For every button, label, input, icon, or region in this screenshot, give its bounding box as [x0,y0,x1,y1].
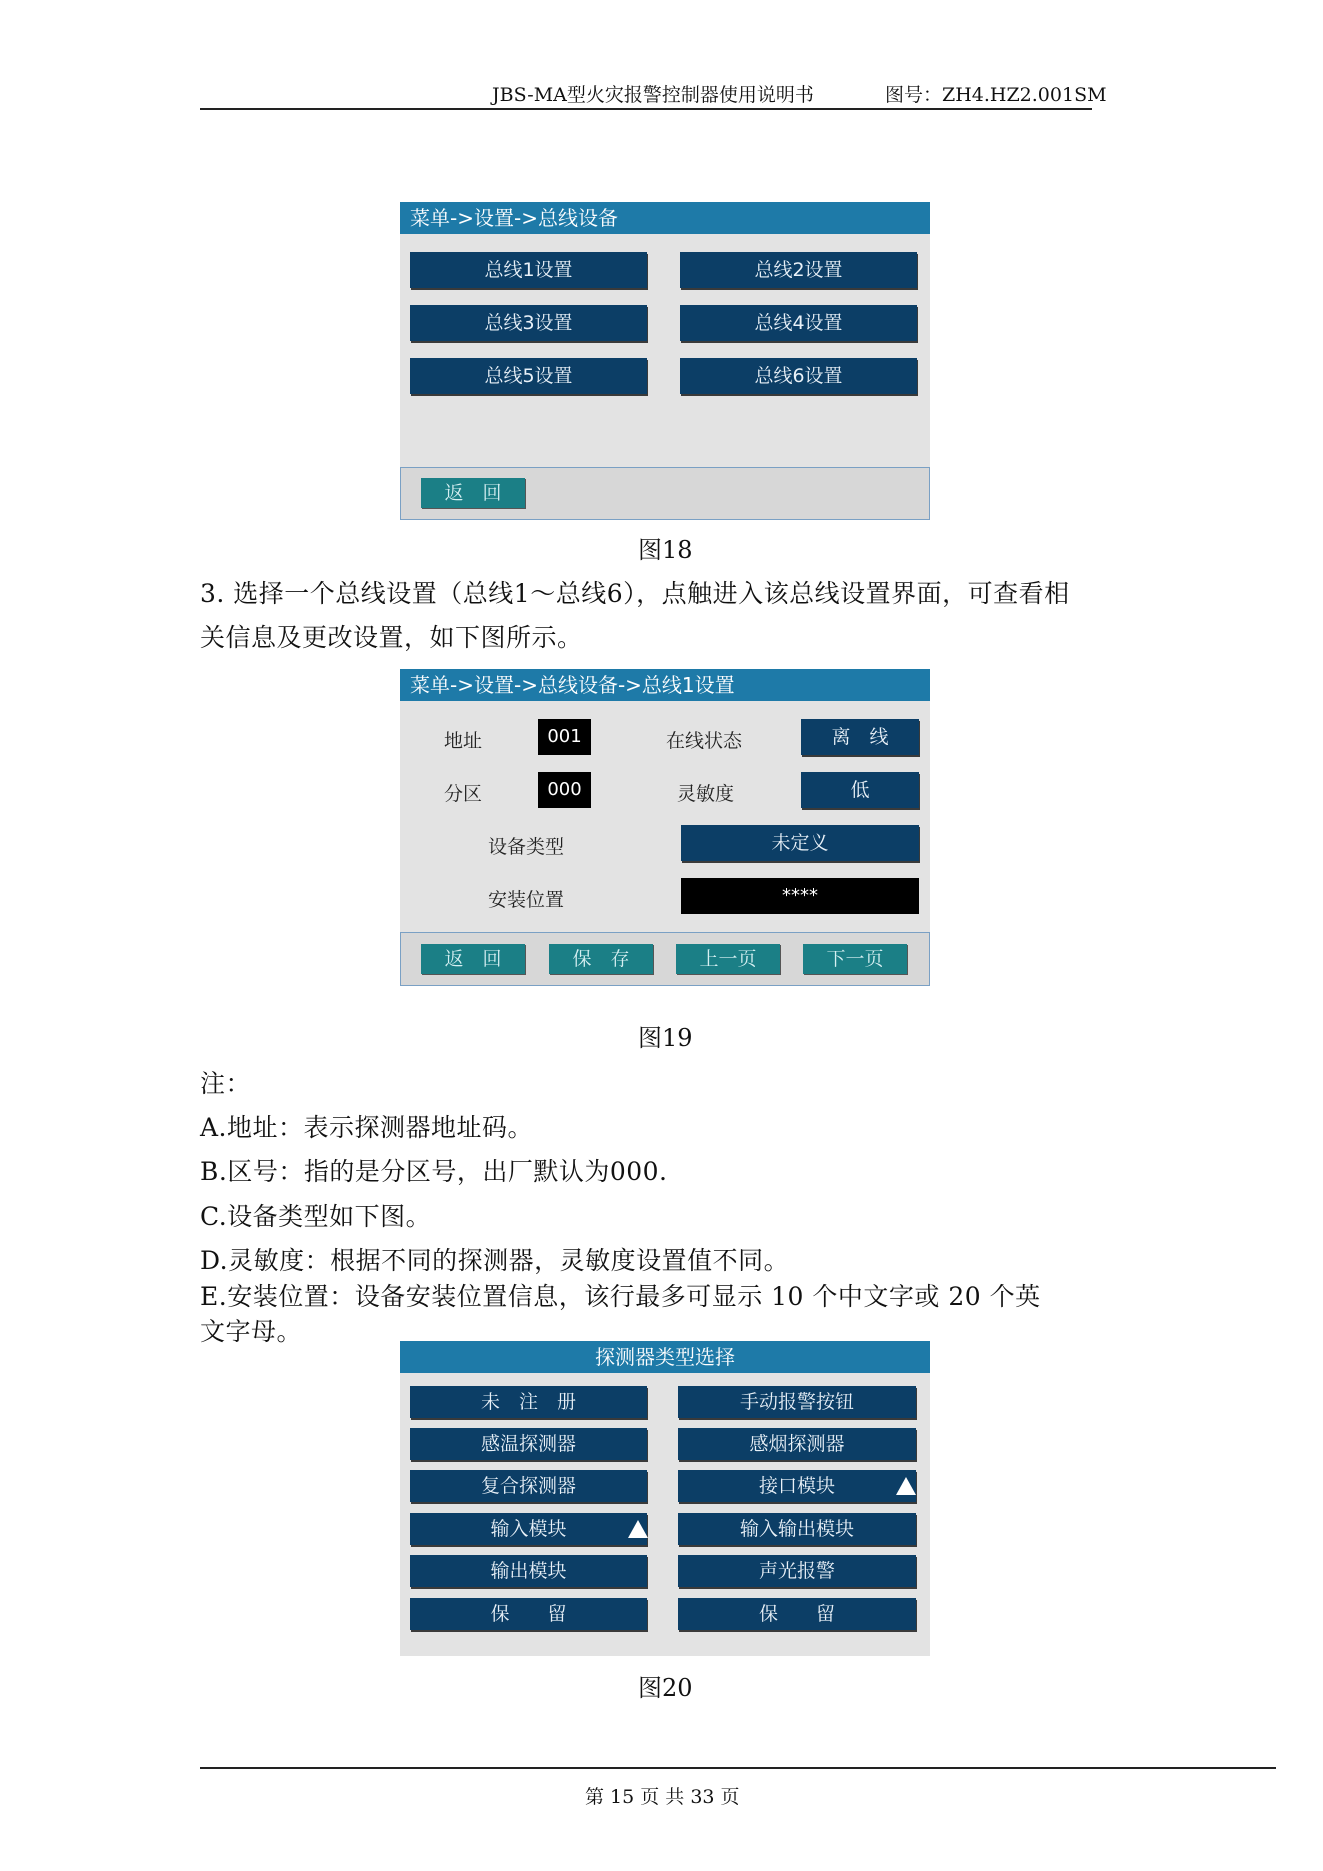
note-d: D.灵敏度：根据不同的探测器，灵敏度设置值不同。 [200,1246,790,1275]
bus3-settings-button[interactable]: 总线3设置 [410,305,647,341]
zone-label: 分区 [444,783,483,805]
address-field[interactable]: 001 [538,719,591,755]
bus4-settings-button[interactable]: 总线4设置 [680,305,917,341]
doc-title: JBS-MA型火灾报警控制器使用说明书 [492,84,814,106]
fig18-bottom-bar [400,467,930,520]
heat-detector-button[interactable]: 感温探测器 [410,1428,647,1460]
location-field[interactable]: **** [681,878,919,914]
bus1-settings-button[interactable]: 总线1设置 [410,252,647,288]
note-c: C.设备类型如下图。 [200,1202,432,1231]
sensitivity-label: 灵敏度 [677,783,735,805]
note-a: A.地址：表示探测器地址码。 [200,1113,534,1142]
notes-heading: 注： [200,1069,252,1098]
page-number: 第 15 页 共 33 页 [585,1786,740,1808]
header-divider [200,108,1092,110]
reserved-button-2[interactable]: 保 留 [678,1598,916,1630]
unregistered-button[interactable]: 未 注 册 [410,1386,647,1418]
device-type-label: 设备类型 [488,836,565,858]
back-button[interactable]: 返 回 [421,478,525,508]
sensitivity-value[interactable]: 低 [801,772,919,808]
bus5-settings-button[interactable]: 总线5设置 [410,358,647,394]
fig18-title: 菜单->设置->总线设备 [400,202,930,234]
interface-module-up-icon[interactable] [896,1477,916,1495]
instruction-line-1: 3. 选择一个总线设置（总线1～总线6），点触进入该总线设置界面，可查看相 [200,579,1070,608]
device-type-value[interactable]: 未定义 [681,825,919,861]
footer-divider [200,1767,1276,1769]
note-e-line-2: 文字母。 [200,1317,303,1346]
reserved-button-1[interactable]: 保 留 [410,1598,647,1630]
input-module-up-icon[interactable] [628,1520,648,1538]
instruction-line-2: 关信息及更改设置，如下图所示。 [200,623,583,652]
fig20-title: 探测器类型选择 [400,1341,930,1373]
fig20-panel [400,1341,930,1656]
zone-field[interactable]: 000 [538,772,591,808]
interface-module-button[interactable]: 接口模块 [678,1470,916,1502]
bus6-settings-button[interactable]: 总线6设置 [680,358,917,394]
manual-alarm-button[interactable]: 手动报警按钮 [678,1386,916,1418]
location-label: 安装位置 [488,889,565,911]
fig19-bottom-bar [400,932,930,986]
fig18-caption: 图18 [638,536,693,564]
output-module-button[interactable]: 输出模块 [410,1555,647,1587]
bus2-settings-button[interactable]: 总线2设置 [680,252,917,288]
save-button[interactable]: 保 存 [549,944,653,974]
io-module-button[interactable]: 输入输出模块 [678,1513,916,1545]
next-page-button[interactable]: 下一页 [803,944,907,974]
input-module-button[interactable]: 输入模块 [410,1513,647,1545]
online-status-label: 在线状态 [666,730,743,752]
doc-code: 图号：ZH4.HZ2.001SM [885,84,1107,106]
note-e-line-1: E.安装位置：设备安装位置信息，该行最多可显示 10 个中文字或 20 个英 [200,1282,1041,1311]
composite-detector-button[interactable]: 复合探测器 [410,1470,647,1502]
sound-light-alarm-button[interactable]: 声光报警 [678,1555,916,1587]
fig18-panel [400,202,930,520]
note-b: B.区号：指的是分区号，出厂默认为000. [200,1157,668,1186]
fig19-caption: 图19 [638,1024,693,1052]
online-status-value[interactable]: 离 线 [801,719,919,755]
smoke-detector-button[interactable]: 感烟探测器 [678,1428,916,1460]
prev-page-button[interactable]: 上一页 [676,944,780,974]
fig20-caption: 图20 [638,1674,693,1702]
fig19-title: 菜单->设置->总线设备->总线1设置 [400,669,930,701]
back-button[interactable]: 返 回 [421,944,525,974]
fig19-panel [400,669,930,986]
address-label: 地址 [444,730,483,752]
